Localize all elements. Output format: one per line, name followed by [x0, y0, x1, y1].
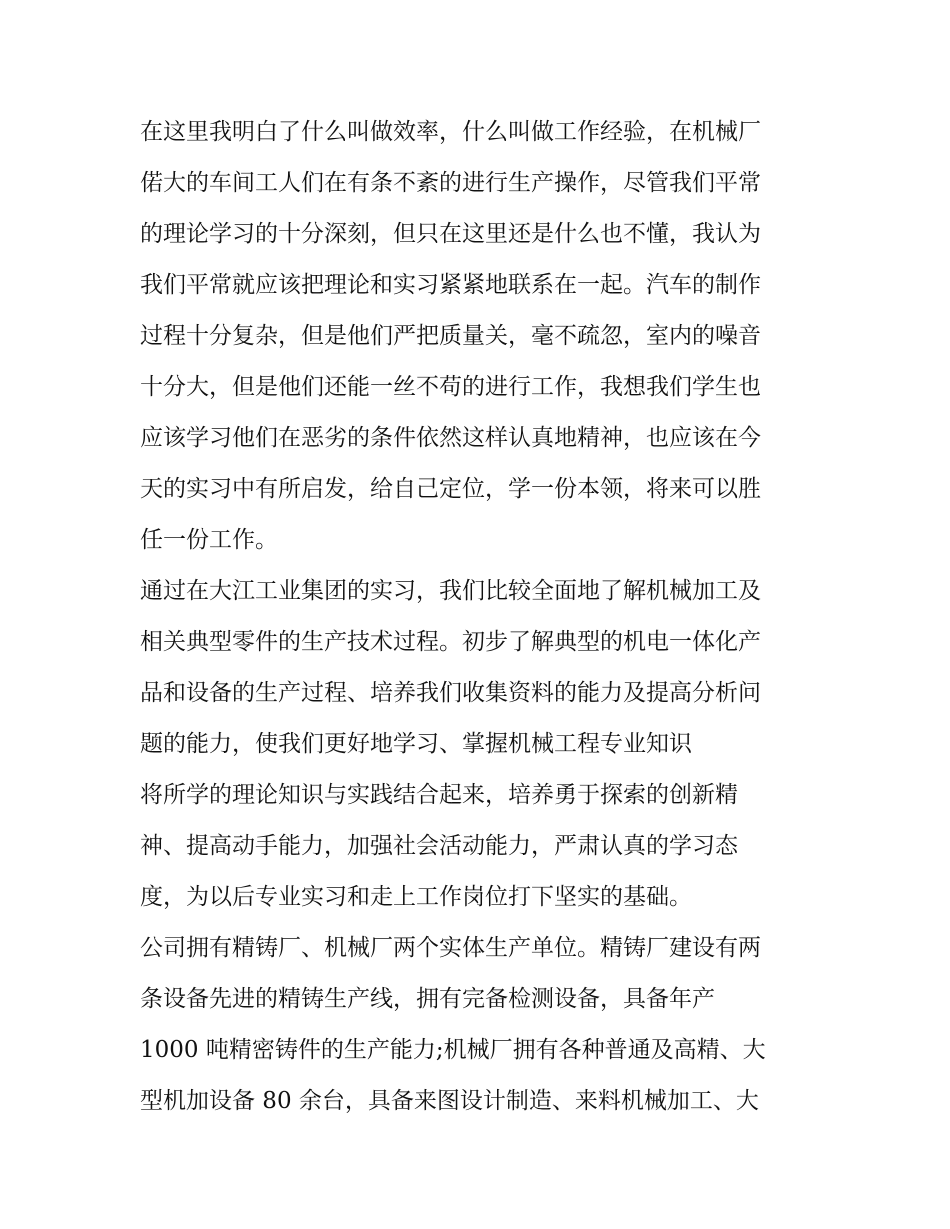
text-line: 应该学习他们在恶劣的条件依然这样认真地精神，也应该在今 [140, 425, 761, 451]
text-line: 条设备先进的精铸生产线，拥有完备检测设备，具备年产 [140, 986, 715, 1012]
text-line: 神、提高动手能力，加强社会活动能力，严肃认真的学习态 [140, 833, 738, 859]
text-line: 将所学的理论知识与实践结合起来，培养勇于探索的创新精 [140, 782, 738, 808]
text-line: 在这里我明白了什么叫做效率，什么叫做工作经验，在机械厂 [140, 119, 761, 145]
text-line: 通过在大江工业集团的实习，我们比较全面地了解机械加工及 [140, 578, 761, 604]
text-line: 的理论学习的十分深刻，但只在这里还是什么也不懂，我认为 [140, 221, 761, 247]
text-line: 公司拥有精铸厂、机械厂两个实体生产单位。精铸厂建设有两 [140, 935, 761, 961]
text-line: 天的实习中有所启发，给自己定位，学一份本领，将来可以胜 [140, 476, 761, 502]
text-line: 任一份工作。 [140, 527, 278, 553]
document-body [140, 107, 830, 1127]
text-line: 偌大的车间工人们在有条不紊的进行生产操作，尽管我们平常 [140, 170, 761, 196]
text-line: 度，为以后专业实习和走上工作岗位打下坚实的基础。 [140, 884, 692, 910]
text-line: 我们平常就应该把理论和实习紧紧地联系在一起。汽车的制作 [140, 272, 761, 298]
text-line: 十分大，但是他们还能一丝不苟的进行工作，我想我们学生也 [140, 374, 761, 400]
text-line: 1000 吨精密铸件的生产能力;机械厂拥有各种普通及高精、大 [140, 1037, 766, 1063]
text-line: 题的能力，使我们更好地学习、掌握机械工程专业知识 [140, 731, 692, 757]
text-line: 相关典型零件的生产技术过程。初步了解典型的机电一体化产 [140, 629, 761, 655]
text-line: 品和设备的生产过程、培养我们收集资料的能力及提高分析问 [140, 680, 761, 706]
text-line: 过程十分复杂，但是他们严把质量关，毫不疏忽，室内的噪音 [140, 323, 761, 349]
text-line: 型机加设备 80 余台，具备来图设计制造、来料机械加工、大 [140, 1088, 759, 1114]
